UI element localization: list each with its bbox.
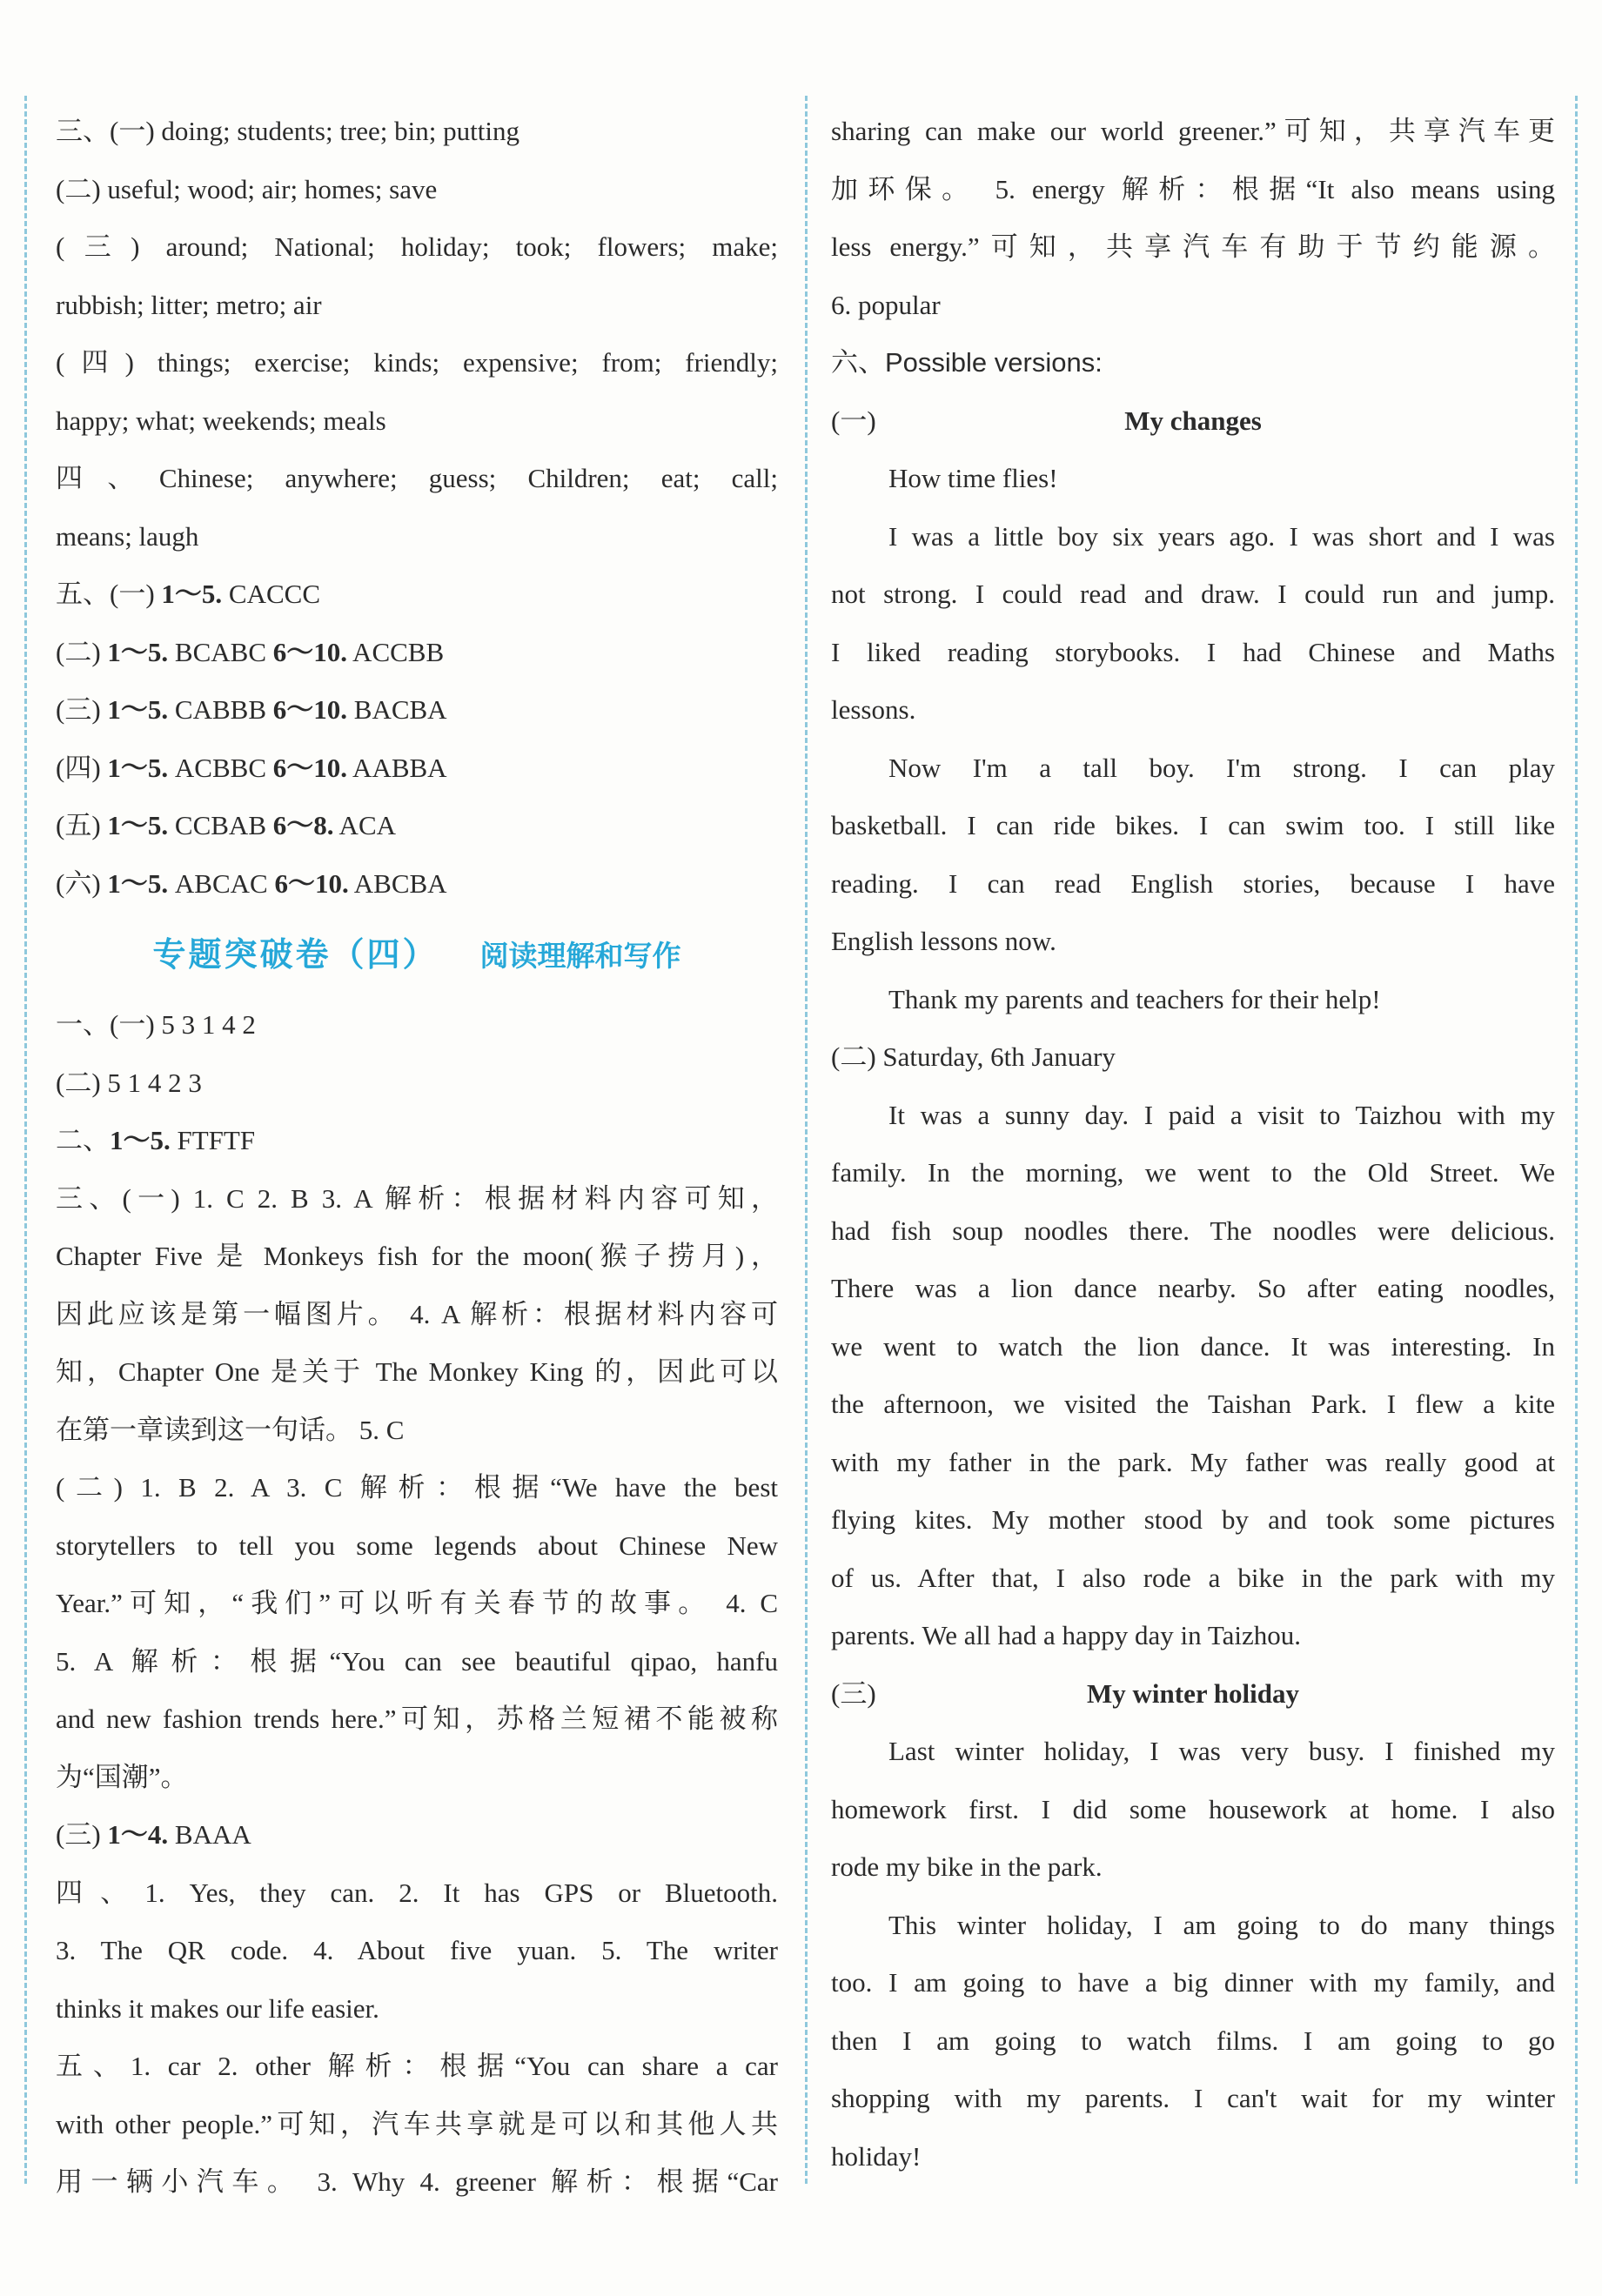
- answer-values: ACA: [333, 810, 397, 840]
- question-range: 1～5.: [110, 1125, 171, 1155]
- left-text-line: 知，Chapter One 是关于 The Monkey King 的，因此可以: [56, 1356, 778, 1387]
- essay-number: (三): [831, 1677, 876, 1709]
- left-text-line: 用一辆小汽车。 3. Why 4. greener 解析：根据“Car: [56, 2166, 778, 2197]
- question-range: 1～5.: [161, 579, 223, 609]
- left-text-line: and new fashion trends here.”可知，苏格兰短裙不能被称: [56, 1704, 778, 1734]
- left-text-line: happy; what; weekends; meals: [56, 405, 386, 436]
- answer-prefix: (二): [56, 636, 108, 667]
- answer-prefix: (五): [56, 810, 108, 840]
- answer-prefix: (四): [56, 752, 108, 783]
- left-text-line: Year.”可知，“我们”可以听有关春节的故事。 4. C: [56, 1588, 778, 1618]
- left-text-line: 3. The QR code. 4. About five yuan. 5. The writer: [56, 1935, 778, 1965]
- right-text-line: Now I'm a tall boy. I'm strong. I can play: [888, 752, 1555, 783]
- essay-heading: [831, 1665, 1555, 1724]
- right-text-line: There was a lion dance nearby. So after eating noodles,: [831, 1273, 1555, 1303]
- answer-prefix: (六): [56, 867, 108, 899]
- right-text-line: lessons.: [831, 694, 916, 725]
- right-text-line: family. In the morning, we went to the Old Street. We: [831, 1157, 1555, 1188]
- essay-number: (一): [831, 405, 876, 436]
- question-range: 6～10.: [272, 694, 348, 725]
- right-text-line: too. I am going to have a big dinner with my family, and: [831, 1967, 1555, 1998]
- right-text-line: had fish soup noodles there. The noodles were delicious.: [831, 1215, 1555, 1246]
- left-text-line: 一、(一) 5 3 1 4 2: [56, 1009, 256, 1040]
- right-text-line: with my father in the park. My father was really good at: [831, 1446, 1555, 1477]
- left-text-line: (二) useful; wood; air; homes; save: [56, 173, 438, 204]
- section-title: [56, 913, 778, 996]
- answer-line: [56, 855, 778, 914]
- answer-line: [56, 1806, 778, 1864]
- answer-values: CACCC: [222, 579, 321, 609]
- question-range: 1～5.: [107, 867, 169, 899]
- answer-values: ABCBA: [348, 867, 447, 899]
- right-text-line: of us. After that, I also rode a bike in the park with my: [831, 1562, 1555, 1593]
- question-range: 6～10.: [274, 867, 349, 899]
- right-text-line: shopping with my parents. I can't wait for my winter: [831, 2083, 1555, 2113]
- left-text-line: (四) things; exercise; kinds; expensive; from; friendly;: [56, 347, 778, 378]
- section-title-sub: 阅读理解和写作: [479, 939, 681, 973]
- essay-title: My changes: [1124, 405, 1262, 436]
- left-text-line: means; laugh: [56, 520, 199, 552]
- right-text-line: How time flies!: [888, 463, 1058, 493]
- right-text-line: 6. popular: [831, 289, 941, 320]
- column-divider-left: [24, 96, 27, 2184]
- essay-title: My winter holiday: [1087, 1677, 1299, 1709]
- right-text-line: I was a little boy six years ago. I was short and I was: [888, 520, 1555, 552]
- right-text-line: we went to watch the lion dance. It was interesting. In: [831, 1330, 1555, 1362]
- left-text-line: storytellers to tell you some legends about Chinese New: [56, 1530, 778, 1561]
- answer-values: ACCBB: [347, 636, 445, 667]
- question-range: 1～5.: [107, 810, 169, 840]
- right-text-line: 加环保。 5. energy 解析：根据“It also means using: [831, 173, 1555, 204]
- answer-line: [56, 681, 778, 740]
- right-text-line: reading. I can read English stories, because I have: [831, 867, 1555, 899]
- answer-values: BAAA: [168, 1819, 251, 1850]
- question-range: 6～8.: [272, 810, 334, 840]
- right-text-line: the afternoon, we visited the Taishan Park. I flew a kite: [831, 1389, 1555, 1419]
- left-text-line: (三) around; National; holiday; took; flowers; make;: [56, 231, 778, 262]
- question-range: 6～10.: [272, 636, 348, 667]
- question-range: 1～5.: [107, 636, 169, 667]
- right-text-line: I liked reading storybooks. I had Chinese and Maths: [831, 636, 1555, 667]
- right-text-line: Thank my parents and teachers for their help!: [888, 983, 1381, 1014]
- left-text-line: 三、(一) 1. C 2. B 3. A 解析：根据材料内容可知，: [56, 1182, 778, 1214]
- answer-values: ACBBC: [168, 752, 273, 783]
- left-text-line: Chapter Five 是 Monkeys fish for the moon(猴子捞月)，: [56, 1241, 778, 1271]
- left-text-line: 为“国潮”。: [56, 1761, 188, 1792]
- answer-column-right: [831, 103, 1555, 2186]
- answer-values: ABCAC: [168, 867, 275, 899]
- answer-values: AABBA: [347, 752, 447, 783]
- right-text-line: English lessons now.: [831, 926, 1056, 956]
- right-text-line: basketball. I can ride bikes. I can swim too. I still like: [831, 810, 1555, 840]
- left-text-line: (二) 5 1 4 2 3: [56, 1067, 202, 1098]
- essay-heading: [831, 392, 1555, 451]
- answer-values: BACBA: [347, 694, 447, 725]
- answer-values: CCBAB: [168, 810, 273, 840]
- answer-line: [56, 566, 778, 624]
- left-text-line: rubbish; litter; metro; air: [56, 289, 322, 320]
- question-range: 1～4.: [107, 1819, 169, 1850]
- question-range: 6～10.: [272, 752, 348, 783]
- question-range: 1～5.: [107, 752, 169, 783]
- left-text-line: 五、1. car 2. other 解析：根据“You can share a car: [56, 2051, 778, 2081]
- column-divider-right: [1575, 96, 1578, 2184]
- right-text-line: not strong. I could read and draw. I could run and jump.: [831, 579, 1555, 609]
- right-text-line: This winter holiday, I am going to do many things: [888, 1909, 1555, 1940]
- right-text-line: 六、Possible versions:: [831, 347, 1103, 378]
- answer-prefix: (三): [56, 1819, 108, 1850]
- left-text-line: 四、1. Yes, they can. 2. It has GPS or Bluetooth.: [56, 1877, 778, 1908]
- left-text-line: 因此应该是第一幅图片。 4. A 解析：根据材料内容可: [56, 1298, 778, 1329]
- answer-prefix: 五、(一): [56, 579, 162, 609]
- question-range: 1～5.: [107, 694, 169, 725]
- section-title-main: 专题突破卷（四）: [152, 935, 439, 974]
- right-text-line: Last winter holiday, I was very busy. I finished my: [888, 1736, 1555, 1766]
- left-text-line: 在第一章读到这一句话。 5. C: [56, 1414, 405, 1445]
- answer-line: [56, 797, 778, 855]
- answer-values: CABBB: [168, 694, 273, 725]
- right-text-line: flying kites. My mother stood by and took some pictures: [831, 1504, 1555, 1535]
- right-text-line: less energy.”可知，共享汽车有助于节约能源。: [831, 231, 1555, 262]
- left-text-line: with other people.”可知，汽车共享就是可以和其他人共: [56, 2108, 778, 2139]
- answer-line: [56, 740, 778, 798]
- right-text-line: then I am going to watch films. I am going to go: [831, 2025, 1555, 2056]
- right-text-line: homework first. I did some housework at home. I also: [831, 1793, 1555, 1824]
- left-text-line: 5. A 解析：根据“You can see beautiful qipao, hanfu: [56, 1645, 778, 1677]
- answer-column-left: [56, 103, 778, 2212]
- left-text-line: 四、Chinese; anywhere; guess; Children; eat; call;: [56, 463, 778, 493]
- left-text-line: 三、(一) doing; students; tree; bin; putting: [56, 116, 519, 146]
- right-text-line: (二) Saturday, 6th January: [831, 1041, 1116, 1072]
- right-text-line: parents. We all had a happy day in Taizhou.: [831, 1620, 1301, 1650]
- left-text-line: thinks it makes our life easier.: [56, 1992, 379, 2024]
- column-divider-middle: [805, 96, 808, 2184]
- left-text-line: (二) 1. B 2. A 3. C 解析：根据“We have the best: [56, 1472, 778, 1503]
- answer-line: [56, 1112, 778, 1170]
- answer-prefix: 二、: [56, 1125, 110, 1155]
- answer-values: FTFTF: [170, 1125, 256, 1155]
- right-text-line: holiday!: [831, 2140, 922, 2172]
- answer-prefix: (三): [56, 694, 108, 725]
- right-text-line: sharing can make our world greener.”可知，共享汽车更: [831, 116, 1555, 146]
- answer-line: [56, 624, 778, 682]
- right-text-line: rode my bike in the park.: [831, 1851, 1103, 1882]
- right-text-line: It was a sunny day. I paid a visit to Taizhou with my: [888, 1099, 1555, 1130]
- answer-values: BCABC: [168, 636, 273, 667]
